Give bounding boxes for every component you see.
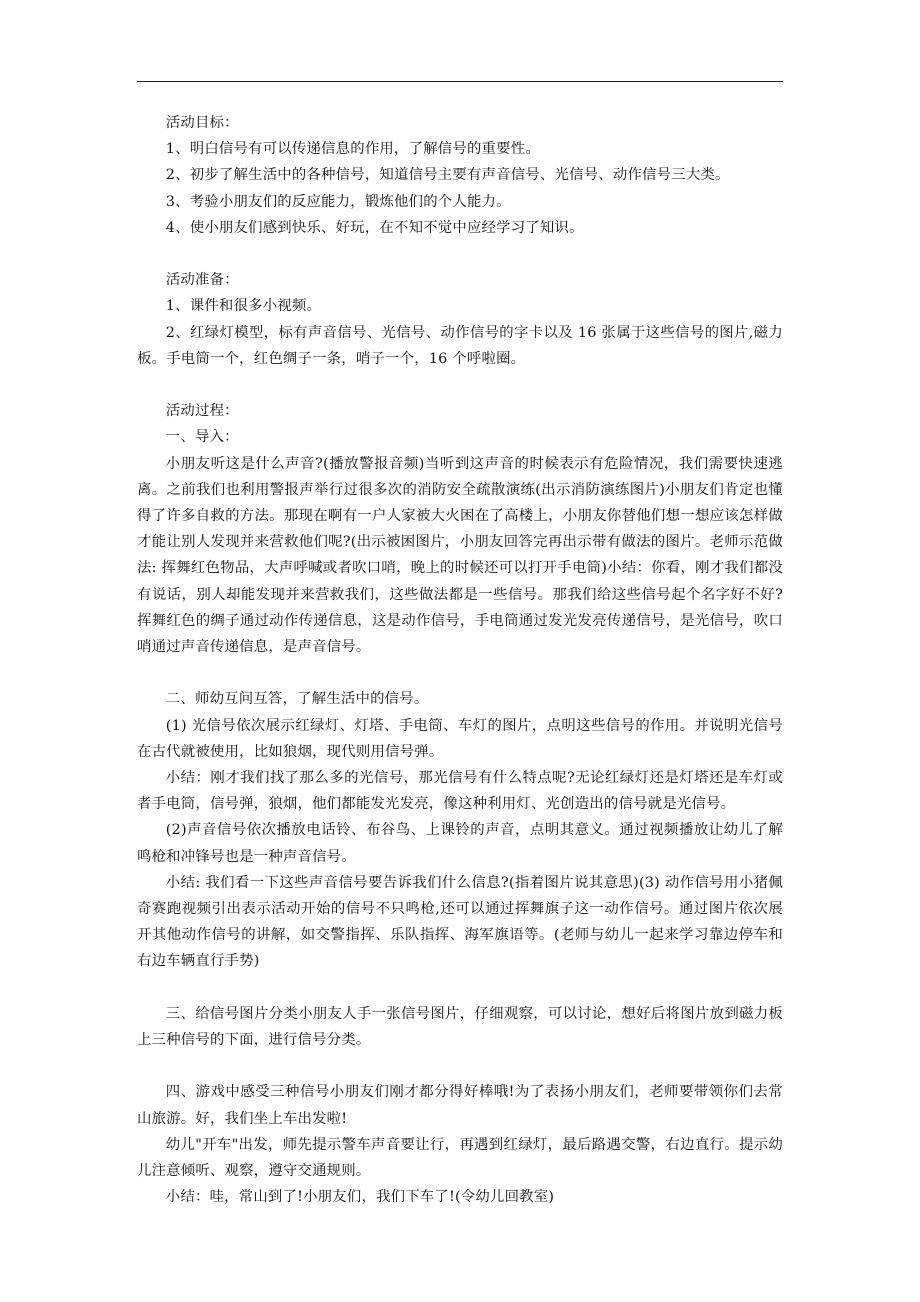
- part2-paragraph-4: 小结: 我们看一下这些声音信号要告诉我们什么信息?(指着图片说其意思)(3) 动作信号用小猪佩奇赛跑视频引出表示活动开始的信号不只鸣枪,还可以通过挥舞旗子这一动作信号。通过图片依次展开其他动作信号的讲解，如交警指挥、乐队指挥、海军旗语等。(老师与幼儿一起来学习靠边停车和右边车辆直行手势): [137, 874, 783, 970]
- process-heading: 活动过程：: [165, 403, 239, 420]
- goal-item-2: 2、初步了解生活中的各种信号，知道信号主要有声音信号、光信号、动作信号三大类。: [165, 167, 730, 184]
- goal-item-1: 1、明白信号有可以传递信息的作用，了解信号的重要性。: [165, 141, 540, 158]
- part2-paragraph-3: (2)声音信号依次播放电话铃、布谷鸟、上课铃的声音，点明其意义。通过视频播放让幼儿了解鸣枪和冲锋号也是一种声音信号。: [137, 822, 783, 865]
- part1-title: 一、导入：: [165, 429, 239, 446]
- part4-paragraph-3: 小结：哇，常山到了!小朋友们，我们下车了!(令幼儿回教室): [165, 1189, 555, 1206]
- goal-item-3: 3、考验小朋友们的反应能力，锻炼他们的个人能力。: [165, 193, 511, 210]
- goal-item-4: 4、使小朋友们感到快乐、好玩，在不知不觉中应经学习了知识。: [165, 219, 584, 236]
- prep-item-1: 1、课件和很多小视频。: [165, 298, 322, 315]
- prep-item-2: 2、红绿灯模型，标有声音信号、光信号、动作信号的字卡以及 16 张属于这些信号的图片,磁力板。手电筒一个，红色绸子一条，哨子一个，16 个呼啦圈。: [137, 324, 783, 367]
- part1-body: 小朋友听这是什么声音?(播放警报音频)当听到这声音的时候表示有危险情况，我们需要快速逃离。之前我们也利用警报声举行过很多次的消防安全疏散演练(出示消防演练图片)小朋友们肯定也懂得了许多自救的方法。那现在啊有一户人家被大火困在了高楼上，小朋友你替他们想一想应该怎样做才能让别人发现并来营救他们呢?(出示被困图片，小朋友回答完再出示带有做法的图片。老师示范做法: 挥舞红色物品，大声呼喊或者吹口哨，晚上的时候还可以打开手电筒)小结：你看，刚才我们都没有说话，别人却能发现并来营救我们，这些做法都是一些信号。那我们给这些信号起个名字好不好?挥舞红色的绸子通过动作传递信息，这是动作信号，手电筒通过发光发亮传递信号，是光信号，吹口哨通过声音传递信息，是声音信号。: [137, 455, 783, 656]
- prep-heading: 活动准备：: [165, 272, 239, 289]
- goals-heading: 活动目标：: [165, 115, 239, 131]
- header-rule: [137, 81, 783, 82]
- part2-paragraph-2: 小结：刚才我们找了那么多的光信号，那光信号有什么特点呢?无论红绿灯还是灯塔还是车灯或者手电筒，信号弹，狼烟，他们都能发光发亮，像这种利用灯、光创造出的信号就是光信号。: [137, 770, 783, 813]
- document-body: [137, 110, 783, 1210]
- part2-title: 二、师幼互问互答，了解生活中的信号。: [165, 691, 429, 708]
- part2-paragraph-1: (1) 光信号依次展示红绿灯、灯塔、手电筒、车灯的图片，点明这些信号的作用。并说明光信号在古代就被使用，比如狼烟，现代则用信号弹。: [137, 717, 783, 760]
- part3-paragraph: 三、给信号图片分类小朋友人手一张信号图片，仔细观察，可以讨论，想好后将图片放到磁力板上三种信号的下面，进行信号分类。: [137, 1005, 783, 1049]
- part4-paragraph-2: 幼儿"开车"出发，师先提示警车声音要让行，再遇到红绿灯，最后路遇交警，右边直行。提示幼儿注意倾听、观察，遵守交通规则。: [137, 1136, 783, 1180]
- part4-paragraph-1: 四、游戏中感受三种信号小朋友们刚才都分得好棒哦!为了表扬小朋友们，老师要带领你们去常山旅游。好，我们坐上车出发啦!: [137, 1084, 783, 1127]
